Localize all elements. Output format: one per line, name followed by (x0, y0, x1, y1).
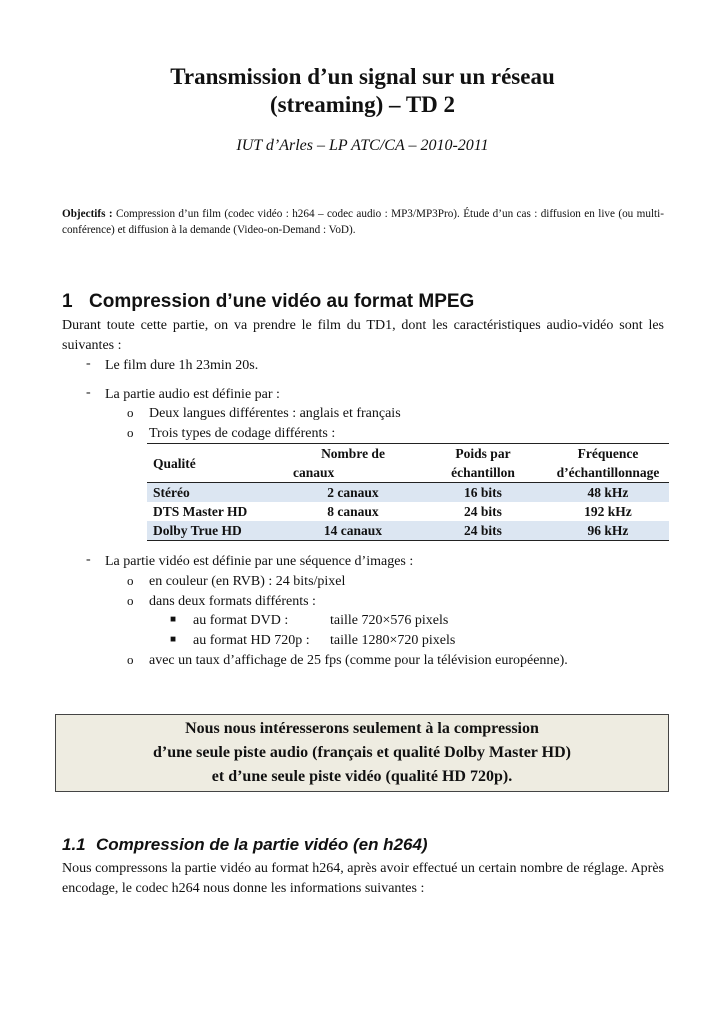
audio-codings: Trois types de codage différents : (149, 426, 336, 441)
section-1-intro: Durant toute cette partie, on va prendre le film du TD1, dont les caractéristiques audio-vidéo sont les suivantes : (62, 318, 664, 353)
document-subtitle: IUT d’Arles – LP ATC/CA – 2010-2011 (236, 137, 489, 154)
format-dvd-label: au format DVD : (193, 613, 289, 628)
dash-bullet-icon: - (86, 552, 91, 567)
bullet-duration: Le film dure 1h 23min 20s. (105, 358, 259, 373)
title-line-2: (streaming) – TD 2 (269, 92, 456, 117)
header-poids-line-1: Poids par (455, 446, 511, 461)
video-color: en couleur (en RVB) : 24 bits/pixel (149, 574, 346, 589)
table-header-row (147, 444, 669, 464)
document-title (0, 63, 725, 119)
section-1-1-heading (62, 835, 428, 855)
objectifs-label: Objectifs : (62, 208, 113, 220)
format-hd-label: au format HD 720p : (193, 633, 310, 648)
square-bullet-icon: ■ (170, 614, 177, 625)
square-bullet-icon: ■ (170, 634, 177, 645)
bullet-audio: La partie audio est définie par : (105, 387, 280, 402)
table-row (147, 521, 669, 541)
circle-bullet-icon: o (127, 405, 134, 420)
section-1-heading (62, 291, 474, 313)
section-1-1-title: Compression de la partie vidéo (en h264) (96, 835, 428, 854)
notice-line-3: et d’une seule piste vidéo (qualité HD 720p). (211, 768, 513, 785)
notice-box (55, 714, 669, 792)
header-poids-line-2: échantillon (451, 465, 515, 480)
audio-languages: Deux langues différentes : anglais et français (149, 406, 401, 421)
format-hd-size: taille 1280×720 pixels (330, 633, 456, 648)
video-framerate: avec un taux d’affichage de 25 fps (comme pour la télévision européenne). (149, 653, 568, 668)
section-1-1-number: 1.1 (62, 835, 86, 854)
bullet-video: La partie vidéo est définie par une séquence d’images : (105, 554, 414, 569)
video-formats: dans deux formats différents : (149, 594, 316, 609)
format-dvd-size: taille 720×576 pixels (330, 613, 449, 628)
title-line-1: Transmission d’un signal sur un réseau (170, 64, 555, 89)
circle-bullet-icon: o (127, 652, 134, 667)
circle-bullet-icon: o (127, 573, 134, 588)
header-canaux-line-2: canaux (293, 465, 335, 480)
header-qualite: Qualité (153, 455, 196, 471)
section-1-number: 1 (62, 291, 73, 312)
cell-poids: 24 bits (464, 504, 502, 519)
audio-quality-table (147, 443, 669, 541)
cell-qualite: DTS Master HD (153, 504, 248, 519)
section-1-1-text: Nous compressons la partie vidéo au format h264, après avoir effectué un certain nombre de réglage. Après encodage, le codec h264 nous donne les informations suivantes : (62, 861, 664, 896)
notice-line-2: d’une seule piste audio (français et qualité Dolby Master HD) (153, 744, 571, 761)
dash-bullet-icon: - (86, 385, 91, 400)
objectifs-paragraph (62, 206, 664, 238)
header-freq-line-1: Fréquence (577, 446, 639, 461)
cell-poids: 16 bits (419, 483, 547, 503)
section-1-title: Compression d’une vidéo au format MPEG (89, 291, 475, 312)
objectifs-text: Compression d’un film (codec vidéo : h264 – codec audio : MP3/MP3Pro). Étude d’un cas : diffusion en live (ou multi-conférence) et diffusion à la demande (Video-on-Demand : VoD). (62, 208, 664, 236)
cell-freq: 96 kHz (547, 521, 669, 541)
circle-bullet-icon: o (127, 593, 134, 608)
cell-canaux: 2 canaux (287, 483, 419, 503)
cell-canaux: 8 canaux (327, 504, 379, 519)
table-row (147, 502, 669, 521)
table-row (147, 483, 669, 503)
cell-qualite: Stéréo (147, 483, 287, 503)
circle-bullet-icon: o (127, 425, 134, 440)
cell-freq: 192 kHz (584, 504, 632, 519)
header-canaux-line-1: Nombre de (321, 446, 385, 461)
notice-line-1: Nous nous intéresserons seulement à la compression (185, 720, 539, 737)
cell-qualite: Dolby True HD (147, 521, 287, 541)
header-freq-line-2: d’échantillonnage (556, 465, 660, 480)
dash-bullet-icon: - (86, 356, 91, 371)
cell-canaux: 14 canaux (287, 521, 419, 541)
cell-poids: 24 bits (419, 521, 547, 541)
cell-freq: 48 kHz (547, 483, 669, 503)
